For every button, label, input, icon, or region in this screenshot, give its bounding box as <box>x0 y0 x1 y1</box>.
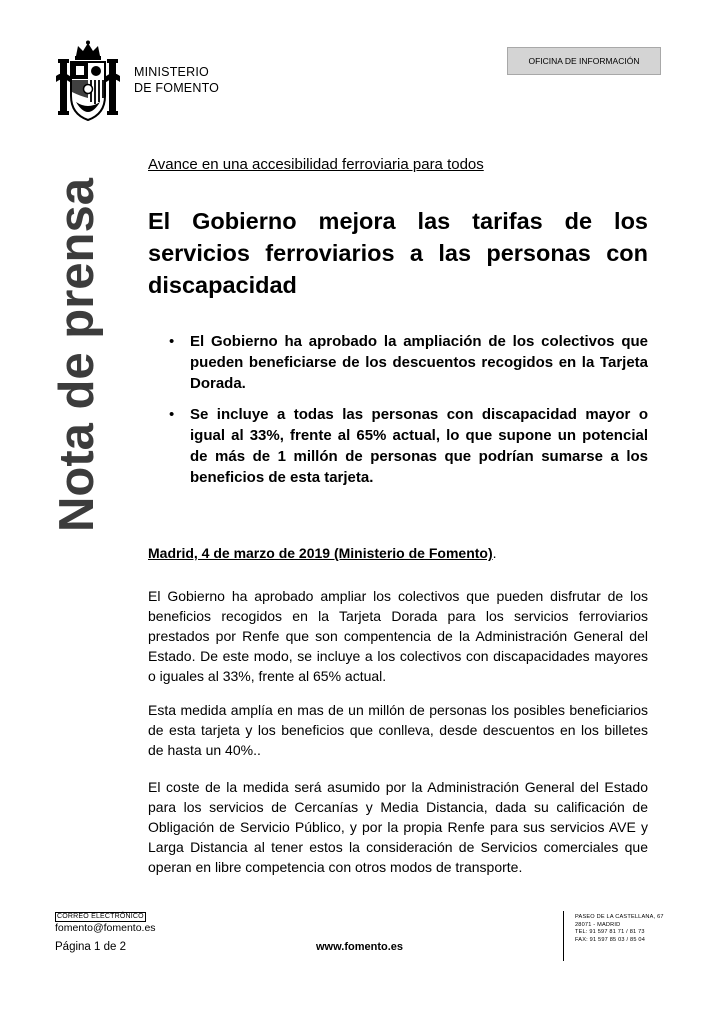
body-paragraph: El Gobierno ha aprobado ampliar los colectivos que pueden disfrutar de los beneficios recogidos en la Tarjeta Dorada para los servicios ferroviarios prestados por Renfe que son compentencia de la Administración General del Estado. De este modo, se incluye a los colectivos con discapacidades mayores o iguales al 33%, frente al 65% actual. <box>148 588 648 684</box>
address-block <box>575 914 664 944</box>
dateline <box>148 545 497 561</box>
bullet-item <box>148 404 648 488</box>
address-line: FAX: 91 597 85 03 / 85 04 <box>575 936 645 943</box>
bullet-list <box>148 331 648 498</box>
website-link: www.fomento.es <box>316 941 403 953</box>
ministry-line-1: MINISTERIO <box>134 65 209 79</box>
body-paragraph: El coste de la medida será asumido por la Administración General del Estado para los servicios de Cercanías y Media Distancia, dada su calificación de Obligación de Servicio Público, y por la propia Renfe para sus servicios AVE y Larga Distancia al tener estos la consideración de Servicios comerciales que operan en libre competencia con otros modos de transporte. <box>148 779 648 875</box>
address-line: 28071 - MADRID <box>575 921 621 928</box>
ministry-name <box>134 64 219 96</box>
side-title-wrapper <box>50 178 104 532</box>
bullet-text: El Gobierno ha aprobado la ampliación de los colectivos que pueden beneficiarse de los descuentos recogidos en la Tarjeta Dorada. <box>190 333 648 392</box>
headline: El Gobierno mejora las tarifas de los servicios ferroviarios a las personas con discapacidad <box>148 208 648 298</box>
ministry-line-2: DE FOMENTO <box>134 81 220 95</box>
address-line: TEL: 91 597 81 71 / 81 73 <box>575 929 645 935</box>
bullet-icon: • <box>169 333 175 350</box>
bullet-icon: • <box>169 406 175 423</box>
bullet-text: Se incluye a todas las personas con discapacidad mayor o igual al 33%, frente al 65% actual, lo que supone un potencial de más de 1 millón de personas que podrían sumarse a los beneficios de esta tarjeta. <box>190 406 648 486</box>
address-divider <box>563 911 564 961</box>
side-title: Nota de prensa <box>50 178 104 532</box>
coat-of-arms-icon <box>56 40 120 122</box>
email-address: fomento@fomento.es <box>55 922 156 934</box>
tagline: Avance en una accesibilidad ferroviaria para todos <box>148 156 484 173</box>
email-label: CORREO ELECTRÓNICO <box>57 913 144 920</box>
dateline-suffix: . <box>492 545 497 561</box>
bullet-item <box>148 331 648 394</box>
body-paragraph: Esta medida amplía en mas de un millón de personas los posibles beneficiarios de esta tarjeta y los beneficios que conlleva, desde descuentos en los billetes de hasta un 40%.. <box>148 702 648 758</box>
address-line: PASEO DE LA CASTELLANA, 67 <box>575 914 664 920</box>
office-box: OFICINA DE INFORMACIÓN <box>507 47 661 75</box>
page-number: Página 1 de 2 <box>55 941 126 953</box>
dateline-text: Madrid, 4 de marzo de 2019 (Ministerio de Fomento) <box>148 545 493 561</box>
